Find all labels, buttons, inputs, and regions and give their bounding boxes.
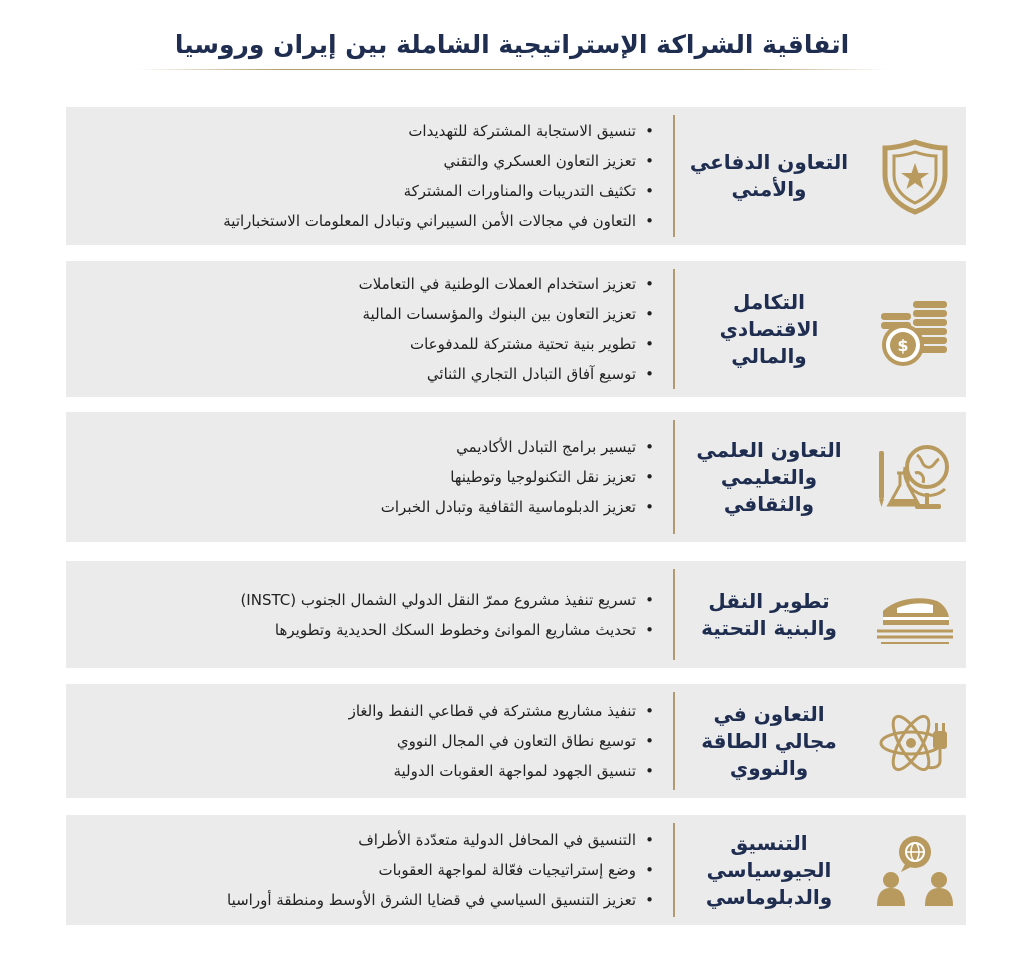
list-item: • توسيع نطاق التعاون في المجال النووي	[86, 726, 654, 756]
section-heading: التنسيق الجيوسياسي والدبلوماسي	[705, 830, 833, 909]
section-heading: التعاون في مجالي الطاقة والنووي	[701, 701, 837, 780]
section-defense	[66, 107, 966, 245]
section-list	[86, 561, 654, 668]
list-item: • تعزيز نقل التكنولوجيا وتوطينها	[86, 462, 654, 492]
section-list	[86, 412, 654, 542]
section-geopolitics	[66, 815, 966, 925]
section-science	[66, 412, 966, 542]
list-item: • تسريع تنفيذ مشروع ممرّ النقل الدولي الشمال الجنوب (INSTC)	[86, 585, 654, 615]
section-heading: التكامل الاقتصادي والمالي	[719, 289, 819, 368]
list-item: • تعزيز التنسيق السياسي في قضايا الشرق الأوسط ومنطقة أوراسيا	[86, 885, 654, 915]
list-item: • التنسيق في المحافل الدولية متعدّدة الأطراف	[86, 825, 654, 855]
section-heading: تطوير النقل والبنية التحتية	[701, 588, 837, 640]
list-item: • تطوير بنية تحتية مشتركة للمدفوعات	[86, 329, 654, 359]
shield-star-icon	[864, 107, 966, 245]
list-item: • تنسيق الاستجابة المشتركة للتهديدات	[86, 116, 654, 146]
section-list	[86, 684, 654, 798]
section-divider	[673, 569, 675, 660]
section-energy	[66, 684, 966, 798]
title-underline	[137, 69, 887, 70]
list-item: • تنسيق الجهود لمواجهة العقوبات الدولية	[86, 756, 654, 786]
science-globe-icon	[864, 412, 966, 542]
coins-icon	[864, 261, 966, 397]
section-list	[86, 261, 654, 397]
diplomacy-globe-icon	[864, 815, 966, 925]
page-title: اتفاقية الشراكة الإستراتيجية الشاملة بين إيران وروسيا	[174, 30, 850, 59]
section-list	[86, 815, 654, 925]
section-divider	[673, 823, 675, 917]
atom-plug-icon	[864, 684, 966, 798]
section-economy	[66, 261, 966, 397]
section-divider	[673, 692, 675, 790]
section-heading: التعاون العلمي والتعليمي والثقافي	[696, 437, 842, 516]
section-divider	[673, 115, 675, 237]
list-item: • وضع إستراتيجيات فعّالة لمواجهة العقوبات	[86, 855, 654, 885]
section-list	[86, 107, 654, 245]
list-item: • تعزيز التعاون بين البنوك والمؤسسات المالية	[86, 299, 654, 329]
list-item: • توسيع آفاق التبادل التجاري الثنائي	[86, 359, 654, 389]
list-item: • التعاون في مجالات الأمن السيبراني وتبادل المعلومات الاستخباراتية	[86, 206, 654, 236]
list-item: • تنفيذ مشاريع مشتركة في قطاعي النفط والغاز	[86, 696, 654, 726]
section-divider	[673, 269, 675, 389]
list-item: • تكثيف التدريبات والمناورات المشتركة	[86, 176, 654, 206]
section-divider	[673, 420, 675, 534]
list-item: • تعزيز الدبلوماسية الثقافية وتبادل الخبرات	[86, 492, 654, 522]
list-item: • تعزيز التعاون العسكري والتقني	[86, 146, 654, 176]
section-heading: التعاون الدفاعي والأمني	[689, 150, 849, 201]
train-icon	[864, 561, 966, 668]
section-transport	[66, 561, 966, 668]
list-item: • تعزيز استخدام العملات الوطنية في التعاملات	[86, 269, 654, 299]
list-item: • تيسير برامج التبادل الأكاديمي	[86, 432, 654, 462]
svg-text:$: $	[897, 336, 909, 355]
list-item: • تحديث مشاريع الموانئ وخطوط السكك الحديدية وتطويرها	[86, 615, 654, 645]
